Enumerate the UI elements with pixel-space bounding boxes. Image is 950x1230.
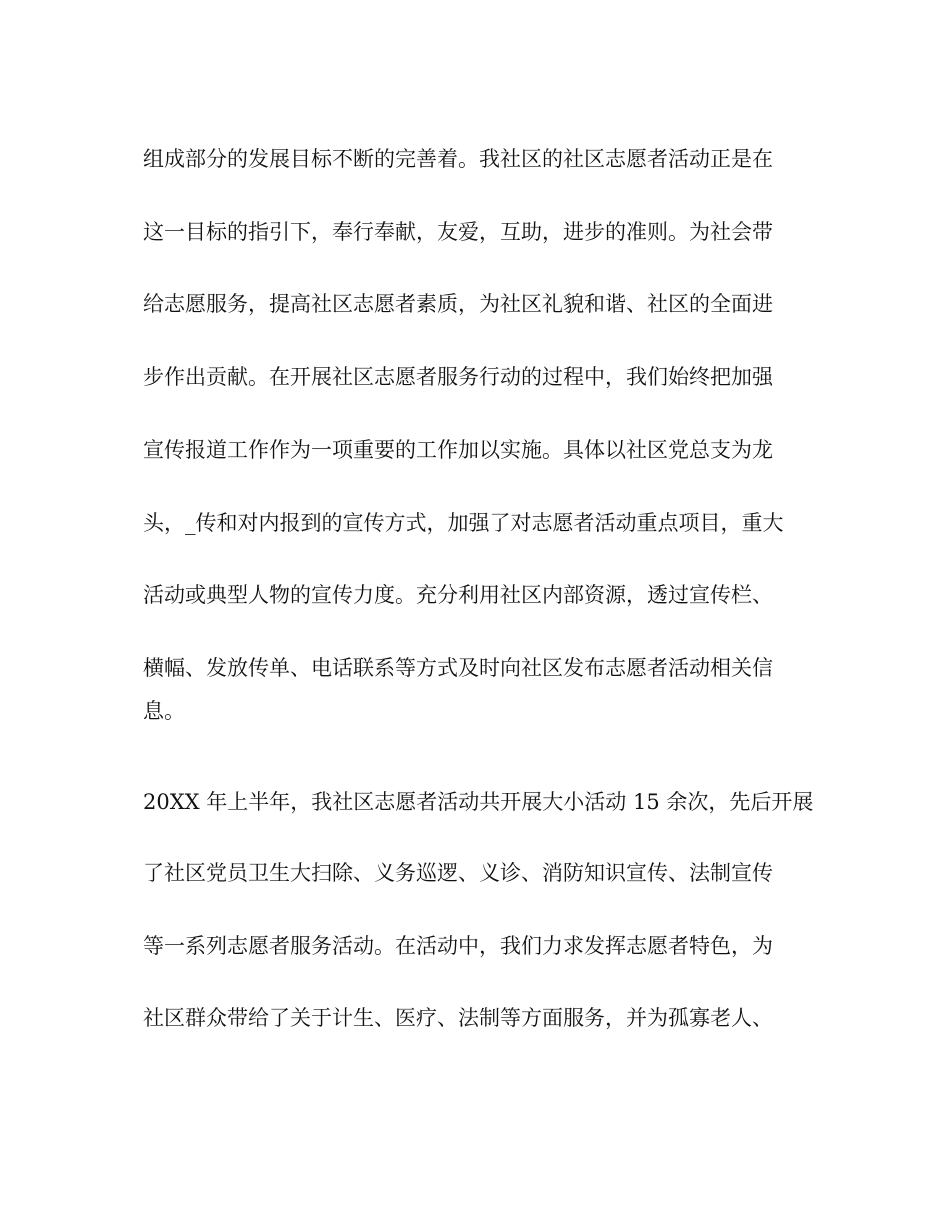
text-line: 息。 (143, 699, 185, 723)
text-line: 社区群众带给了关于计生、医疗、法制等方面服务，并为孤寡老人、 (143, 1006, 773, 1030)
text-line: 了社区党员卫生大扫除、义务巡逻、义诊、消防知识宣传、法制宣传 (143, 861, 773, 885)
text-line: 步作出贡献。在开展社区志愿者服务行动的过程中，我们始终把加强 (143, 365, 773, 389)
text-line: 宣传报道工作作为一项重要的工作加以实施。具体以社区党总支为龙 (143, 438, 773, 462)
text-line: 横幅、发放传单、电话联系等方式及时向社区发布志愿者活动相关信 (143, 656, 773, 680)
text-line: 活动或典型人物的宣传力度。充分利用社区内部资源，透过宣传栏、 (143, 583, 773, 607)
text-line: 这一目标的指引下，奉行奉献，友爱，互助，进步的准则。为社会带 (143, 220, 773, 244)
paragraph-start-line: 20XX 年上半年，我社区志愿者活动共开展大小活动 15 余次，先后开展 (143, 790, 814, 814)
text-line: 头，_传和对内报到的宣传方式，加强了对志愿者活动重点项目，重大 (143, 511, 784, 535)
text-line: 给志愿服务，提高社区志愿者素质，为社区礼貌和谐、社区的全面进 (143, 292, 773, 316)
text-line: 组成部分的发展目标不断的完善着。我社区的社区志愿者活动正是在 (143, 147, 773, 171)
text-line: 等一系列志愿者服务活动。在活动中，我们力求发挥志愿者特色，为 (143, 934, 773, 958)
